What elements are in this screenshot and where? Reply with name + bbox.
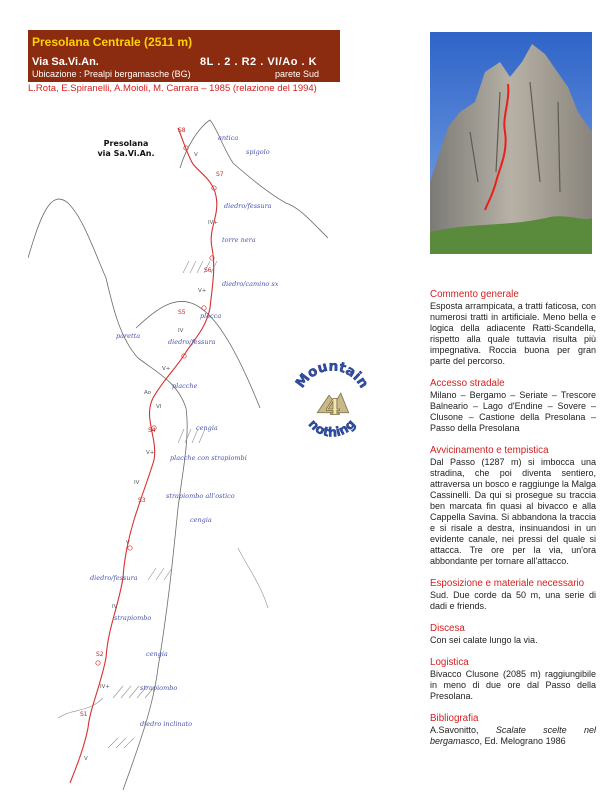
section-body: Dal Passo (1287 m) si imbocca una stradina, che poi diventa sentiero, attraversa un bosco e raggiunge la Malga Cassinelli. Da qui si prosegue su traccia ben marcata fin quasi al bivacco e alla Cappella Savina. Si abbandona la traccia e si risale a destra, insinuandosi in un evidente canale, nei pressi del quale si attacca. Tre ore per la via, un'ora abbondante per tornare all'attacco. [430, 457, 596, 566]
topo-label: cengia [190, 516, 212, 524]
topo-label: diedro/fessura [168, 338, 216, 346]
section-body: Milano – Bergamo – Seriate – Trescore Balneario – Lago d'Endine – Sovere – Clusone – Castione della Presolana – Passo della Presolana [430, 390, 596, 433]
topo-label: diedro/fessura [224, 202, 272, 210]
belay-station: S5 [178, 309, 186, 316]
pitch-grade: IV [134, 480, 140, 486]
topo-title-line1: Presolana [103, 139, 149, 148]
section-title: Discesa [430, 623, 465, 634]
pitch-grade: V+ [198, 288, 207, 294]
topo-label: strapiombo [140, 684, 178, 692]
section-esposizione [430, 578, 596, 612]
pitch-grade: Ao [144, 390, 152, 396]
topo-label: placche [172, 382, 198, 390]
pitch-grade: IV+ [208, 220, 218, 226]
topo-title-line2: via Sa.Vi.An. [97, 149, 155, 158]
belay-station: S2 [96, 651, 104, 658]
topo-label: torre nera [222, 236, 256, 244]
authors-line: L.Rota, E.Spiranelli, A.Moioli, M. Carrara – 1985 (relazione del 1994) [28, 83, 317, 94]
pitch-grade: IV [178, 328, 184, 334]
belay-station: S7 [216, 171, 224, 178]
route-name: Via Sa.Vi.An. [32, 56, 99, 68]
pitch-grade: V [84, 756, 88, 762]
svg-text:Mountain [293, 358, 372, 391]
section-accesso [430, 378, 596, 434]
topo-label: spigolo [246, 148, 270, 156]
topo-label: paretta [116, 332, 141, 340]
bib-title: Scalate scelte nel bergamasco [430, 725, 596, 746]
section-discesa [430, 623, 596, 646]
topo-label: diedro/fessura [90, 574, 138, 582]
mountain4nothing-logo [282, 352, 380, 450]
location: Ubicazione : Prealpi bergamasche (BG) [32, 69, 191, 79]
section-body: Sud. Due corde da 50 m, una serie di dadi e friends. [430, 590, 596, 611]
pitch-grade: V+ [162, 366, 171, 372]
section-commento [430, 289, 596, 367]
section-avvicinamento [430, 445, 596, 567]
section-title: Avvicinamento e tempistica [430, 445, 549, 456]
section-bibliografia [430, 713, 596, 747]
belay-station: S1 [80, 711, 88, 718]
topo-label: antica [218, 134, 239, 142]
logo-word-bottom: nothing [304, 416, 360, 441]
mountain-outline-left [28, 199, 187, 790]
section-title: Logistica [430, 657, 469, 668]
topo-label: diedro/camino sx [222, 280, 279, 288]
logo-numeral: 4 [325, 395, 341, 421]
logo-word-top: Mountain [292, 358, 372, 392]
bib-author: A.Savonitto, [430, 725, 496, 735]
section-logistica [430, 657, 596, 702]
belay-station: S3 [138, 497, 146, 504]
mountain-outline-right [233, 163, 328, 238]
section-title: Esposizione e materiale necessario [430, 578, 585, 589]
section-body [430, 725, 596, 747]
ridge-outline [136, 301, 260, 408]
pitch-grade: V+ [146, 450, 155, 456]
route-header [28, 30, 340, 82]
pitch-grade: IV+ [100, 684, 110, 690]
face-direction: parete Sud [275, 69, 320, 79]
topo-label: strapiombo all'ostico [166, 492, 235, 500]
belay-station: S8 [178, 127, 186, 134]
pitch-grade: VI [156, 404, 162, 410]
pitch-grade: V [126, 540, 130, 546]
route-grade: 8L . 2 . R2 . VI/Ao . K [200, 56, 318, 68]
peak-title: Presolana Centrale (2511 m) [32, 35, 193, 49]
section-body: Esposta arrampicata, a tratti faticosa, con numerosi tratti in artificiale. Meno bella e logica della adiacente Ratti-Scandella, rispetto alla quale tuttavia risulta più impegnativa. Roccia buona per gran parte del percorso. [430, 301, 596, 366]
topo-label: strapiombo [114, 614, 152, 622]
route-info-panel [430, 289, 596, 758]
topo-label: placca [200, 312, 222, 320]
pitch-grade: V [194, 152, 198, 158]
belay-station: S4 [148, 427, 156, 434]
belay-station: S6 [204, 267, 212, 274]
topo-label: cengia [146, 650, 168, 658]
section-body: Con sei calate lungo la via. [430, 635, 538, 645]
face-photo [430, 32, 592, 254]
peak-outline [180, 120, 233, 168]
topo-label: cengia [196, 424, 218, 432]
topo-label: diedro inclinato [140, 720, 192, 728]
section-title: Commento generale [430, 289, 519, 300]
section-title: Bibliografia [430, 713, 479, 724]
section-body: Bivacco Clusone (2085 m) raggiungibile in meno di due ore dal Passo della Presolana. [430, 669, 596, 701]
bib-publisher: , Ed. Melograno 1986 [479, 736, 566, 746]
pitch-grade: IV [112, 604, 118, 610]
topo-label: placche con strapiombi [170, 454, 247, 462]
section-title: Accesso stradale [430, 378, 505, 389]
